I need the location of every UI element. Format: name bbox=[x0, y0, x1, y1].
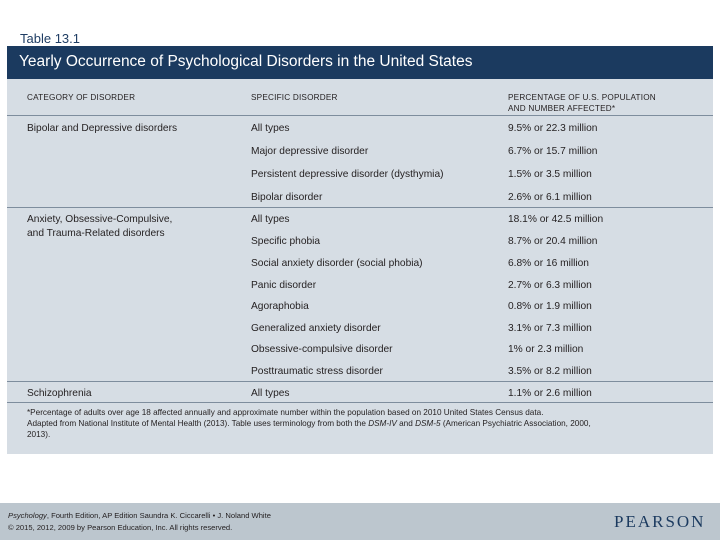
table-row-disorder: Bipolar disorder bbox=[251, 192, 323, 203]
table-row-value: 3.1% or 7.3 million bbox=[508, 323, 592, 334]
table-row-value: 6.7% or 15.7 million bbox=[508, 146, 598, 157]
table-row-value: 1.1% or 2.6 million bbox=[508, 388, 592, 399]
table-row-disorder: Panic disorder bbox=[251, 280, 317, 291]
table-row-value: 9.5% or 22.3 million bbox=[508, 123, 598, 134]
table-row-value: 1.5% or 3.5 million bbox=[508, 169, 592, 180]
table-row-disorder: Obsessive-compulsive disorder bbox=[251, 344, 393, 355]
book-title: Psychology bbox=[8, 511, 47, 520]
table-row-disorder: Posttraumatic stress disorder bbox=[251, 366, 383, 377]
footer-rule bbox=[7, 402, 713, 403]
footer-band bbox=[0, 503, 720, 540]
table-panel bbox=[7, 46, 713, 454]
category-schizophrenia: Schizophrenia bbox=[27, 388, 92, 399]
footnote-line2: Adapted from National Institute of Mental Health (2013). Table uses terminology from both the DSM-IV and DSM-5 (American Psychiatric Association, 2000, bbox=[27, 419, 591, 428]
table-row-disorder: Specific phobia bbox=[251, 236, 321, 247]
dsm4-ref: DSM-IV bbox=[368, 419, 397, 428]
table-row-disorder: All types bbox=[251, 388, 290, 399]
table-row-value: 1% or 2.3 million bbox=[508, 344, 584, 355]
table-row-value: 2.7% or 6.3 million bbox=[508, 280, 592, 291]
table-row-value: 3.5% or 8.2 million bbox=[508, 366, 592, 377]
table-row-value: 6.8% or 16 million bbox=[508, 258, 589, 269]
footnote bbox=[27, 407, 699, 440]
header-percentage bbox=[508, 92, 656, 114]
table-row-value: 8.7% or 20.4 million bbox=[508, 236, 598, 247]
table-row-disorder: Generalized anxiety disorder bbox=[251, 323, 381, 334]
table-row-disorder: All types bbox=[251, 214, 290, 225]
table-row-disorder: Major depressive disorder bbox=[251, 146, 369, 157]
dsm5-ref: DSM-5 bbox=[415, 419, 441, 428]
credit-line1: Psychology, Fourth Edition, AP Edition Saundra K. Ciccarelli • J. Noland White bbox=[8, 511, 271, 520]
title-bar bbox=[7, 46, 713, 79]
footnote-line1: *Percentage of adults over age 18 affected annually and approximate number within the population based on 2010 United States Census data. bbox=[27, 408, 544, 417]
category-anxiety-line1: Anxiety, Obsessive-Compulsive, bbox=[27, 214, 173, 225]
header-percentage-line2: AND NUMBER AFFECTED* bbox=[508, 104, 616, 113]
table-row-disorder: Agoraphobia bbox=[251, 301, 309, 312]
header-rule bbox=[7, 115, 713, 116]
table-row-value: 18.1% or 42.5 million bbox=[508, 214, 604, 225]
header-percentage-line1: PERCENTAGE OF U.S. POPULATION bbox=[508, 93, 656, 102]
book-credit bbox=[8, 510, 271, 534]
header-category: CATEGORY OF DISORDER bbox=[27, 93, 136, 102]
table-row-disorder: Persistent depressive disorder (dysthymia) bbox=[251, 169, 444, 180]
header-specific: SPECIFIC DISORDER bbox=[251, 93, 338, 102]
footnote-line3: 2013). bbox=[27, 430, 51, 439]
pearson-logo: PEARSON bbox=[614, 512, 706, 531]
table-title: Yearly Occurrence of Psychological Disorders in the United States bbox=[19, 53, 473, 70]
table-row-value: 0.8% or 1.9 million bbox=[508, 301, 592, 312]
table-row-value: 2.6% or 6.1 million bbox=[508, 192, 592, 203]
credit-copyright: © 2015, 2012, 2009 by Pearson Education, Inc. All rights reserved. bbox=[8, 523, 233, 532]
table-row-disorder: All types bbox=[251, 123, 290, 134]
table-label: Table 13.1 bbox=[20, 31, 80, 46]
group-rule bbox=[7, 207, 713, 208]
category-anxiety-line2: and Trauma-Related disorders bbox=[27, 228, 165, 239]
table-row-disorder: Social anxiety disorder (social phobia) bbox=[251, 258, 423, 269]
category-bipolar-depressive: Bipolar and Depressive disorders bbox=[27, 123, 178, 134]
group-rule bbox=[7, 381, 713, 382]
